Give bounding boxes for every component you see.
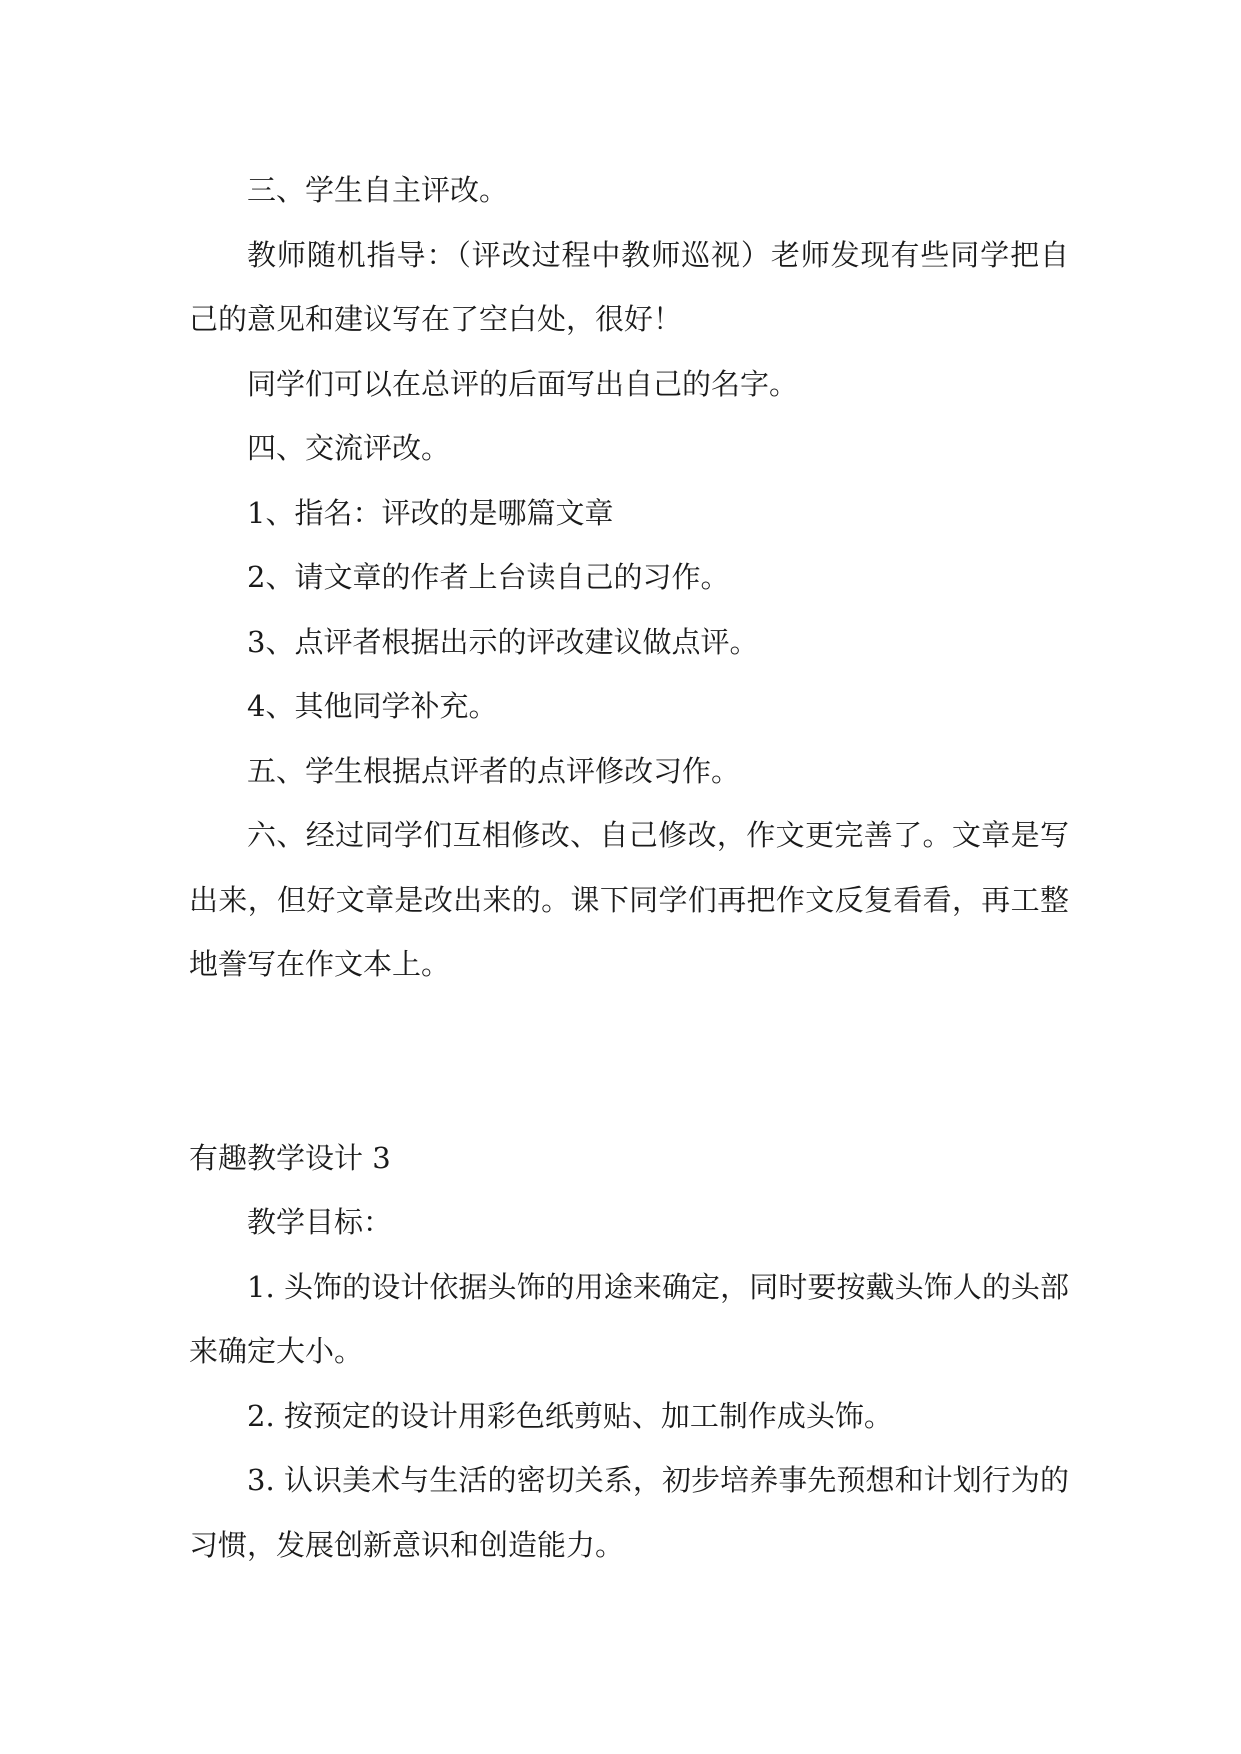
paragraph: 教师随机指导：（评改过程中教师巡视）老师发现有些同学把自己的意见和建议写在了空白处，很好！ xyxy=(189,237,1069,336)
paragraph: 三、学生自主评改。 xyxy=(247,173,509,207)
paragraph: 2. 按预定的设计用彩色纸剪贴、加工制作成头饰。 xyxy=(247,1398,893,1433)
paragraph: 同学们可以在总评的后面写出自己的名字。 xyxy=(247,366,799,401)
document-body xyxy=(189,158,1069,1577)
paragraph: 教学目标： xyxy=(247,1205,393,1239)
paragraph: 4、其他同学补充。 xyxy=(247,689,498,723)
section-title: 有趣教学设计 3 xyxy=(189,1140,391,1175)
paragraph: 3. 认识美术与生活的密切关系，初步培养事先预想和计划行为的习惯，发展创新意识和创造能力。 xyxy=(189,1463,1069,1562)
paragraph: 五、学生根据点评者的点评修改习作。 xyxy=(247,753,741,788)
paragraph: 3、点评者根据出示的评改建议做点评。 xyxy=(247,624,759,659)
paragraph: 1、指名：评改的是哪篇文章 xyxy=(247,495,614,530)
paragraph: 2、请文章的作者上台读自己的习作。 xyxy=(247,560,730,594)
paragraph: 六、经过同学们互相修改、自己修改，作文更完善了。文章是写出来，但好文章是改出来的。课下同学们再把作文反复看看，再工整地誊写在作文本上。 xyxy=(189,818,1069,981)
paragraph: 四、交流评改。 xyxy=(247,431,451,465)
paragraph: 1. 头饰的设计依据头饰的用途来确定，同时要按戴头饰人的头部来确定大小。 xyxy=(189,1269,1069,1368)
